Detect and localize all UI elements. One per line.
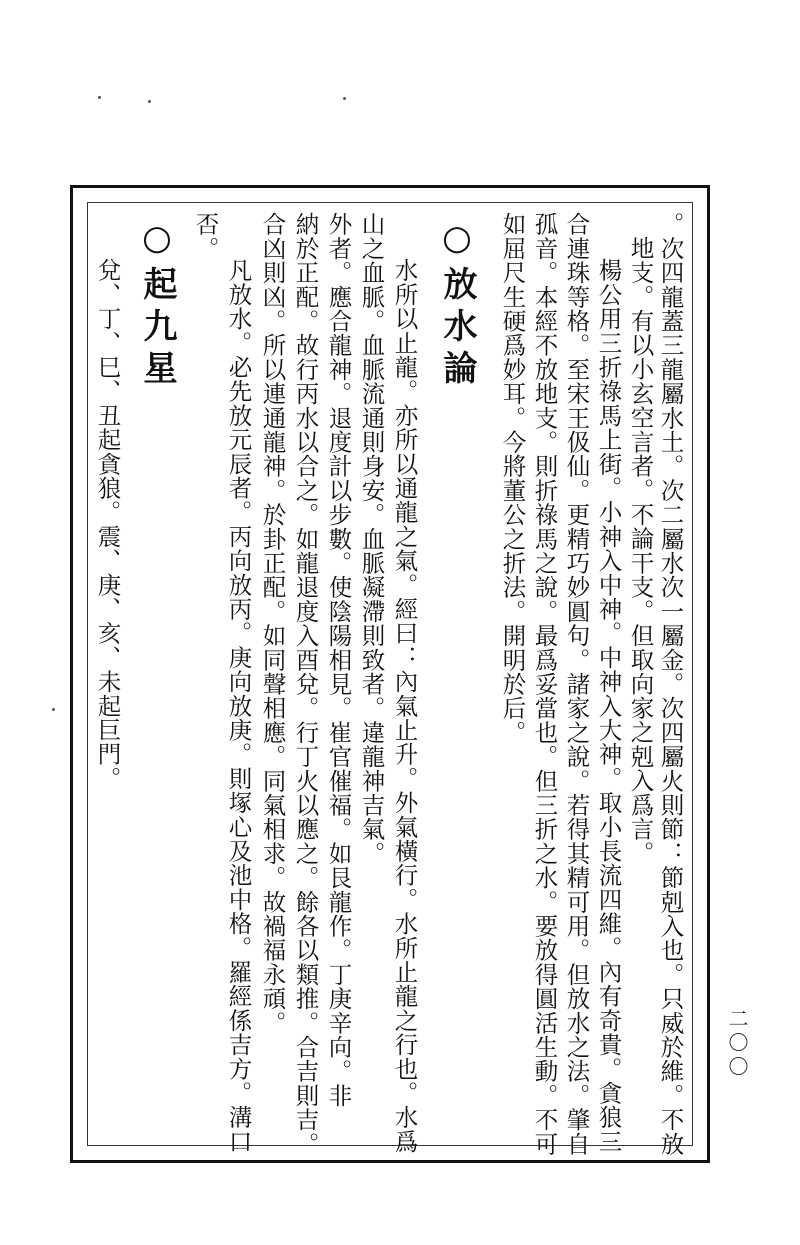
section-heading: ○放水論 bbox=[437, 218, 477, 392]
text-column: 合連珠等格。至宋王伋仙。更精巧妙圓句。諸家之說。若得其精可用。但放水之法。肇自 bbox=[562, 212, 591, 1156]
scan-speck bbox=[148, 100, 151, 103]
page-number: 二〇〇 bbox=[725, 1008, 749, 1080]
text-column: 孤音。本經不放地支。則折祿馬之說。最爲妥當也。但三折之水。要放得圓活生動。不可 bbox=[530, 212, 559, 1156]
scan-speck bbox=[98, 96, 101, 99]
text-column: 納於正配。故行丙水以合之。如龍退度入酉兌。行丁火以應之。餘各以類推。合吉則吉。 bbox=[291, 212, 320, 1156]
text-column: 凡放水。必先放元辰者。丙向放丙。庚向放庚。則塚心及池中格。羅經係吉方。溝口 bbox=[224, 258, 253, 1154]
text-column: 如屈尺生硬爲妙耳。今將董公之折法。開明於后。 bbox=[498, 212, 527, 745]
text-column: 兌、丁、巳、丑起貪狼。震、庚、亥、未起巨門。 bbox=[93, 258, 122, 791]
text-column: 水所以止龍。亦所以通龍之氣。經曰：內氣止升。外氣橫行。水所止龍之行也。水爲 bbox=[390, 258, 419, 1154]
text-column: 地支。有以小玄空言者。不論干支。但取向家之剋入爲言。 bbox=[626, 236, 655, 866]
text-column: 合凶則凶。所以連通龍神。於卦正配。如同聲相應。同氣相求。故禍福永頑。 bbox=[258, 212, 287, 1035]
text-column: 。次四龍蓋三龍屬水土。次二屬水次一屬金。次四屬火則節：節剋入也。只威於維。不放 bbox=[656, 212, 685, 1156]
section-heading: ○起九星 bbox=[137, 218, 177, 392]
text-column: 外者。應合龍神。退度計以步數。使陰陽相見。崔官催福。如艮龍作。丁庚辛向。非 bbox=[324, 212, 353, 1108]
scan-speck bbox=[343, 97, 346, 100]
text-column: 楊公用三折祿馬上街。小神入中神。中神入大神。取小長流四維。內有奇貴。貪狼三 bbox=[594, 258, 623, 1154]
text-column: 山之血脈。血脈流通則身安。血脈凝滯則致者。違龍神吉氣。 bbox=[357, 212, 386, 866]
text-column: 否。 bbox=[191, 212, 220, 261]
scan-speck bbox=[52, 708, 55, 711]
